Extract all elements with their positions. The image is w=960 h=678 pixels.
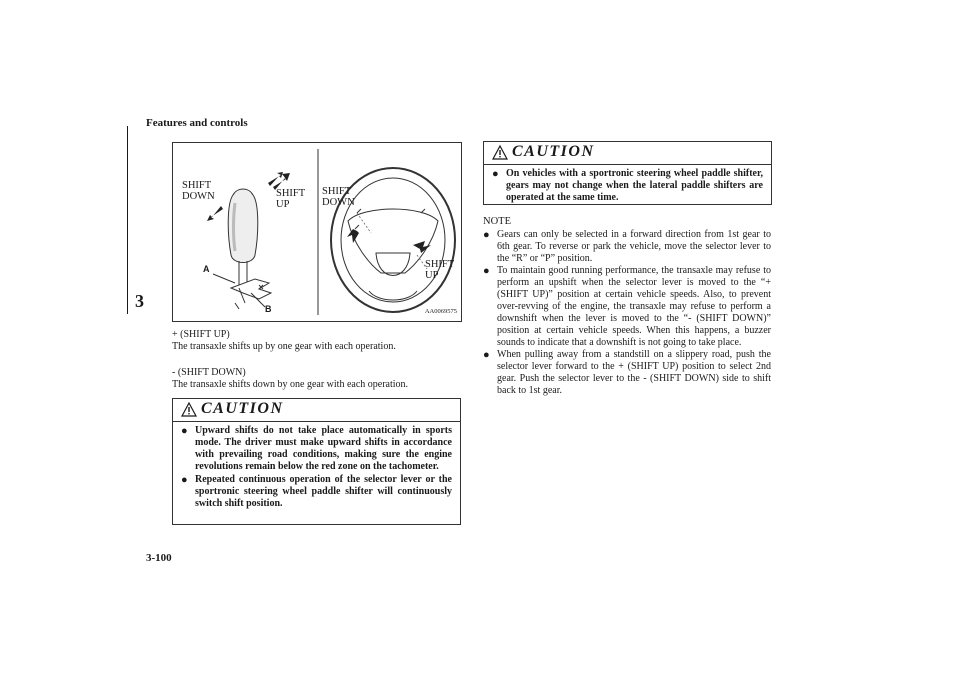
caution-heading: CAUTION [512,143,595,160]
shift-down-description [172,367,408,391]
bullet-icon: ● [483,265,490,277]
caution-item-text: Repeated continuous operation of the selector lever or the sportronic steering wheel paddle shifter will continuously switch shift position. [195,474,452,509]
note-item [483,265,771,349]
figure-id: AA0069575 [424,308,457,315]
caution-list [484,165,771,209]
page-number: 3-100 [146,552,172,564]
caution-list [173,422,460,515]
shift-illustration-drawing [173,143,461,321]
marker-b-label: B [265,304,272,314]
chapter-tab-line [127,126,128,314]
caution-box-left [172,398,461,525]
shift-up-description [172,329,396,353]
caution-header [484,142,771,165]
bullet-icon: ● [492,168,499,180]
warning-triangle-icon [492,145,508,160]
section-title: Features and controls [146,117,248,129]
caution-item [181,425,452,473]
paddle-shift-down-label: SHIFT DOWN [322,186,355,208]
bullet-icon: ● [181,425,188,437]
caution-item [492,168,763,204]
caution-item-text: On vehicles with a sportronic steering wheel paddle shifter, gears may not change when the lateral paddle shifters are operated at the same time. [506,168,763,203]
paddle-shift-up-label: SHIFT UP [425,259,455,281]
shift-down-text: The transaxle shifts down by one gear with each operation. [172,379,409,390]
shift-down-term: - (SHIFT DOWN) [172,367,246,378]
caution-item-text: Upward shifts do not take place automatically in sports mode. The driver must make upward shifts in accordance with prevailing road conditions, making sure the engine revolutions remain below the red zone on the tachometer. [195,425,452,472]
shift-up-term: + (SHIFT UP) [172,329,230,340]
bullet-icon: ● [483,229,490,241]
caution-box-right [483,141,772,205]
bullet-icon: ● [483,349,490,361]
chapter-number: 3 [135,291,144,311]
note-list [483,229,771,397]
lever-shift-down-label: SHIFT DOWN [182,180,215,202]
selector-lever-drawing [213,189,271,309]
caution-header [173,399,460,422]
marker-a-label: A [203,264,210,274]
note-item-text: When pulling away from a standstill on a slippery road, push the selector lever forward to the + (SHIFT UP) position to select 2nd gear. Push the selector lever to the - (SHIFT DOWN) side to shift back to 1st gear. [497,349,771,396]
shift-illustration [172,142,462,322]
warning-triangle-icon [181,402,197,417]
bullet-icon: ● [181,474,188,486]
note-heading: NOTE [483,216,511,227]
caution-item [181,474,452,510]
note-item-text: To maintain good running performance, the transaxle may refuse to perform an upshift when the selector lever is moved to the “+ (SHIFT UP)” position at certain vehicle speeds. Also, to prevent over-revving of the engine, the transaxle may refuse to perform a downshift when the lever is moved to the “- (SHIFT DOWN)” position at certain vehicle speeds. When this happens, a buzzer sounds to indicate that a downshift is not going to take place. [497,265,771,348]
shift-up-text: The transaxle shifts up by one gear with each operation. [172,341,396,352]
note-item [483,349,771,397]
caution-heading: CAUTION [201,400,284,417]
paddle-callout-lines [357,213,427,269]
note-item [483,229,771,265]
lever-shift-up-label: SHIFT UP [276,188,306,210]
note-item-text: Gears can only be selected in a forward direction from 1st gear to 6th gear. To reverse or park the vehicle, move the selector lever to the “R” or “P” position. [497,229,771,264]
